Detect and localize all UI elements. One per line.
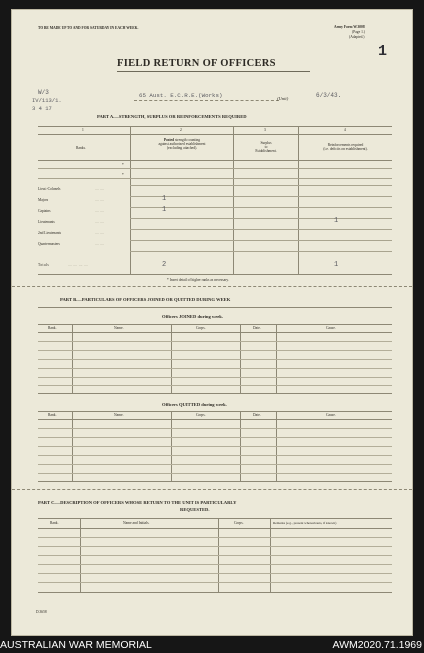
asterisk-2: * <box>122 173 124 177</box>
rank-row-rule-3 <box>130 207 392 208</box>
rank-row-rule-4 <box>130 218 392 219</box>
joined-col-corps: Corps. <box>196 326 206 330</box>
form-paper <box>12 10 412 635</box>
quitted-header-bottom-rule <box>38 419 392 420</box>
col-num-1: 1 <box>82 128 84 132</box>
part-c-col-rank: Rank. <box>50 521 59 525</box>
joined-bottom-rule <box>38 393 392 394</box>
quitted-row-rule-1 <box>38 428 392 429</box>
quitted-bottom-rule <box>38 481 392 482</box>
posted-captains: 1 <box>162 206 167 214</box>
surplus-line1: Surplus <box>260 141 272 145</box>
posted-majors: 1 <box>162 195 167 203</box>
part-a-top-rule <box>38 126 392 127</box>
posted-line2: against authorized establishment <box>158 142 206 146</box>
army-form-label: Army Form W.3008 <box>334 25 365 29</box>
unit-underline <box>134 100 279 101</box>
col-header-ranks: Ranks. <box>76 146 86 150</box>
rank-captains: Captains <box>38 209 51 213</box>
posted-bold: Posted <box>163 138 175 142</box>
joined-header-top-rule <box>38 324 392 325</box>
leader-dots-1: .... .... <box>95 187 104 191</box>
quitted-header-top-rule <box>38 411 392 412</box>
rank-row-rule-6 <box>130 240 392 241</box>
leader-dots-2: .... .... <box>95 198 104 202</box>
part-c-col-remarks: Remarks (e.g., present whereabouts, if known) <box>273 521 337 525</box>
header-notice: TO BE MADE UP TO AND FOR SATURDAY IN EACH WEEK. <box>38 26 139 30</box>
col-num-2: 2 <box>180 128 182 132</box>
margin-note-1: W/3 <box>38 89 49 96</box>
rank-row-rule-7 <box>130 251 392 252</box>
part-a-bottom-rule <box>38 274 392 275</box>
quitted-row-rule-5 <box>38 464 392 465</box>
form-title: FIELD RETURN OF OFFICERS <box>117 58 276 69</box>
quitted-col-rank: Rank. <box>48 413 57 417</box>
col-header-reinforcements <box>299 143 392 151</box>
leader-dots-4: .... .... <box>95 220 104 224</box>
rank-quartermasters: Quartermasters <box>38 242 60 246</box>
part-c-title-line1: PART C.—DESCRIPTION OF OFFICERS WHOSE RETURN TO THE UNIT IS PARTICULARLY <box>38 500 237 505</box>
part-c-row-rule-2 <box>38 546 392 547</box>
page-number: 1 <box>378 43 388 60</box>
part-c-col-name: Name and Initials. <box>123 521 150 525</box>
footer-right-text: AWM2020.71.1969 <box>332 639 422 651</box>
quitted-title: Officers QUITTED during week. <box>162 402 227 407</box>
footer-bar <box>0 637 424 653</box>
fold-line-1 <box>12 286 412 287</box>
joined-row-rule-2 <box>38 350 392 351</box>
quitted-col-name: Name. <box>114 413 124 417</box>
form-code: D.3658 <box>36 610 47 614</box>
col-header-posted <box>132 138 232 150</box>
asterisk-row-1-rule <box>38 168 392 169</box>
fold-line-2 <box>12 489 412 490</box>
joined-header-bottom-rule <box>38 332 392 333</box>
joined-row-rule-1 <box>38 341 392 342</box>
footer-left-text: AUSTRALIAN WAR MEMORIAL <box>0 639 152 651</box>
joined-row-rule-4 <box>38 368 392 369</box>
part-c-header-top-rule <box>38 518 392 519</box>
asterisk-row-2-rule <box>38 178 392 179</box>
rank-2nd-lieutenants: 2nd Lieutenants <box>38 231 62 235</box>
col-num-4: 4 <box>344 128 346 132</box>
margin-note-3: 3 4 17 <box>32 105 52 112</box>
joined-col-cause: Cause. <box>326 326 336 330</box>
margin-note-2: IV/113/1. <box>32 97 62 104</box>
part-b-top-rule <box>38 307 392 308</box>
quitted-row-rule-6 <box>38 473 392 474</box>
date-value: 6/3/43. <box>316 92 342 99</box>
rank-row-rule-1 <box>130 185 392 186</box>
part-c-col-corps: Corps. <box>234 521 244 525</box>
joined-title: Officers JOINED during week. <box>162 314 223 319</box>
surplus-line2: to <box>264 145 268 149</box>
posted-line3: (excluding attached). <box>166 146 198 150</box>
joined-row-rule-6 <box>38 385 392 386</box>
adapted-label: (Adapted.) <box>349 35 365 39</box>
reinf-lieutenants: 1 <box>334 217 339 225</box>
title-underline <box>117 71 310 72</box>
part-c-row-rule-5 <box>38 573 392 574</box>
quitted-row-rule-2 <box>38 437 392 438</box>
part-c-row-rule-1 <box>38 537 392 538</box>
part-a-num-rule <box>38 134 392 135</box>
posted-rest: strength counting <box>175 138 201 142</box>
leader-dots-6: .... .... <box>95 242 104 246</box>
rank-row-rule-5 <box>130 229 392 230</box>
totals-leader-dots: .... .... .... .... <box>68 263 88 267</box>
totals-reinf: 1 <box>334 261 339 269</box>
joined-row-rule-3 <box>38 359 392 360</box>
surplus-line3: Establishment. <box>255 149 277 153</box>
part-c-header-bottom-rule <box>38 528 392 529</box>
unit-label: (Unit) <box>277 96 289 101</box>
joined-row-rule-5 <box>38 377 392 378</box>
unit-value: 65 Aust. E.C.R.E.(Works) <box>139 92 223 99</box>
quitted-row-rule-3 <box>38 446 392 447</box>
leader-dots-3: .... .... <box>95 209 104 213</box>
asterisk-1: * <box>122 163 124 167</box>
quitted-row-rule-4 <box>38 455 392 456</box>
reinf-line1: Reinforcements required <box>327 143 364 147</box>
leader-dots-5: .... .... <box>95 231 104 235</box>
totals-label: Totals <box>38 263 50 267</box>
part-a-title: PART A.—STRENGTH, SURPLUS OR REINFORCEMENTS REQUIRED <box>97 114 247 119</box>
reinf-line2: (i.e. deficits on establishment). <box>323 147 368 151</box>
quitted-col-corps: Corps. <box>196 413 206 417</box>
rank-row-rule-2 <box>130 196 392 197</box>
rank-lieutenants: Lieutenants <box>38 220 55 224</box>
quitted-col-date: Date. <box>253 413 261 417</box>
part-c-row-rule-3 <box>38 555 392 556</box>
part-b-title: PART B.—PARTICULARS OF OFFICERS JOINED OR QUITTED DURING WEEK <box>60 297 231 302</box>
part-c-bottom-rule <box>38 592 392 593</box>
part-c-row-rule-4 <box>38 564 392 565</box>
joined-col-name: Name. <box>114 326 124 330</box>
part-c-row-rule-6 <box>38 582 392 583</box>
joined-col-rank: Rank. <box>48 326 57 330</box>
totals-posted: 2 <box>162 261 167 269</box>
rank-lieut-colonels: Lieut.-Colonels <box>38 187 61 191</box>
part-a-header-rule <box>38 160 392 161</box>
joined-col-date: Date. <box>253 326 261 330</box>
col-header-surplus <box>234 141 298 153</box>
col-num-3: 3 <box>264 128 266 132</box>
rank-majors: Majors <box>38 198 49 202</box>
quitted-col-cause: Cause. <box>326 413 336 417</box>
page-label: (Page 1.) <box>352 30 365 34</box>
part-c-title-line2: REQUESTED. <box>180 507 210 512</box>
part-a-footnote: * Insert detail of higher ranks as necessary. <box>167 278 229 282</box>
